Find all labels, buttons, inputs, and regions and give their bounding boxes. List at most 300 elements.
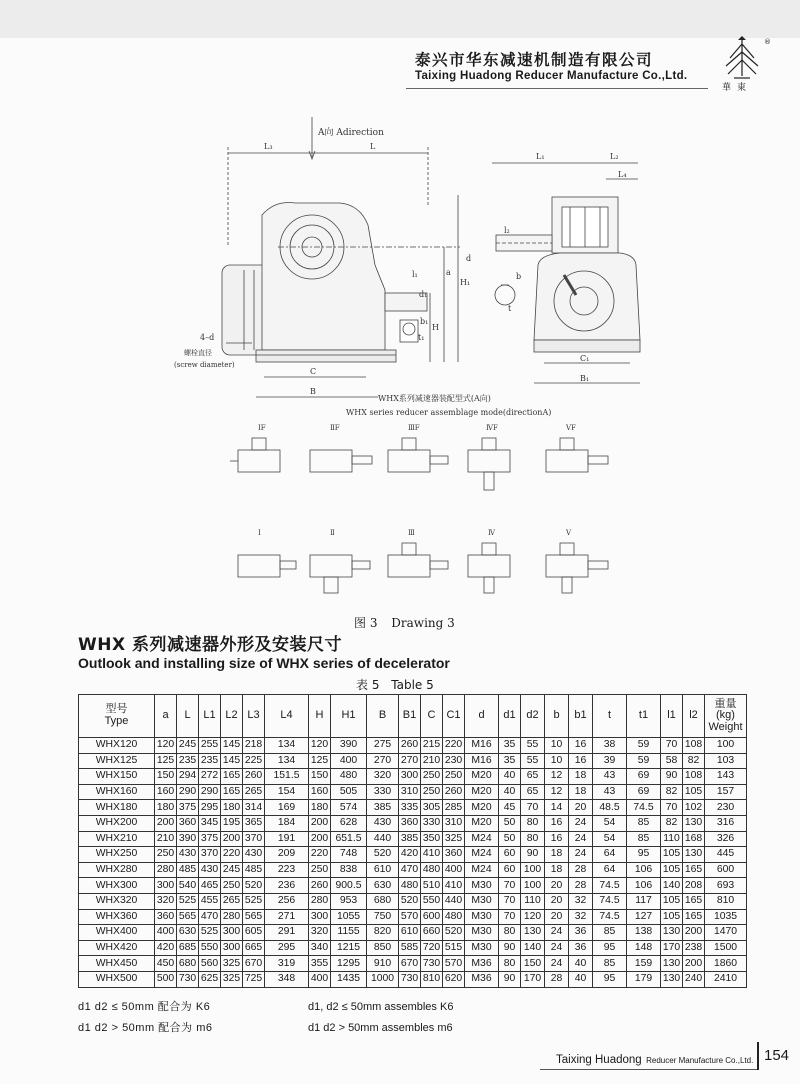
value-cell: 750 (367, 909, 399, 925)
column-header (265, 695, 309, 738)
reducer-drawing (160, 115, 670, 615)
column-header (177, 695, 199, 738)
top-band (0, 0, 800, 38)
value-cell: 65 (521, 769, 545, 785)
value-cell: 465 (199, 878, 221, 894)
value-cell: 280 (309, 893, 331, 909)
type-cell: WHX280 (79, 862, 155, 878)
value-cell: 165 (683, 862, 705, 878)
value-cell: 335 (399, 800, 421, 816)
value-cell: 60 (499, 847, 521, 863)
value-cell: 130 (661, 971, 683, 987)
note-cn: d1 d2 > 50mm 配合为 m6 (78, 1022, 213, 1034)
value-cell: 651.5 (331, 831, 367, 847)
value-cell: 275 (367, 738, 399, 754)
value-cell: 330 (367, 784, 399, 800)
header-rule (406, 88, 708, 89)
mode-label: Ⅴ (566, 529, 572, 537)
value-cell: 325 (443, 831, 465, 847)
value-cell: 16 (569, 753, 593, 769)
value-cell: 525 (177, 893, 199, 909)
value-cell: 59 (627, 738, 661, 754)
table-row (79, 847, 747, 863)
value-cell: 28 (569, 878, 593, 894)
value-cell: 74.5 (593, 878, 627, 894)
value-cell: 225 (243, 753, 265, 769)
value-cell: 620 (443, 971, 465, 987)
value-cell: 560 (199, 956, 221, 972)
table-row (79, 800, 747, 816)
value-cell: 520 (243, 878, 265, 894)
value-cell: 70 (499, 878, 521, 894)
mode-label: Ⅳ (488, 529, 495, 537)
value-cell: 680 (177, 956, 199, 972)
column-header-en: l1 (667, 709, 676, 722)
type-cell: WHX450 (79, 956, 155, 972)
value-cell: 270 (367, 753, 399, 769)
dimension-table (78, 694, 747, 988)
table-row (79, 784, 747, 800)
value-cell: 70 (521, 800, 545, 816)
logo-text: 華東 (722, 83, 753, 93)
column-header-cn: 型号 (105, 703, 128, 716)
table-row (79, 831, 747, 847)
value-cell: 440 (367, 831, 399, 847)
value-cell: 265 (243, 784, 265, 800)
value-cell: 285 (443, 800, 465, 816)
value-cell: 18 (569, 784, 593, 800)
value-cell: 195 (221, 815, 243, 831)
column-header-en: C1 (446, 709, 461, 722)
value-cell: 660 (421, 925, 443, 941)
value-cell: 28 (569, 862, 593, 878)
column-header (569, 695, 593, 738)
value-cell: 360 (443, 847, 465, 863)
value-cell: 440 (443, 893, 465, 909)
value-cell: 39 (593, 753, 627, 769)
type-cell: WHX320 (79, 893, 155, 909)
value-cell: 16 (545, 831, 569, 847)
value-cell: M20 (465, 800, 499, 816)
registered-mark: ® (764, 38, 771, 46)
company-name-cn: 泰兴市华东减速机制造有限公司 (415, 51, 654, 69)
value-cell: 480 (443, 909, 465, 925)
dim-l2-small: l₂ (504, 226, 510, 235)
column-header (79, 695, 155, 738)
column-header-en: b (553, 709, 560, 722)
value-cell: 250 (155, 847, 177, 863)
value-cell: 520 (399, 893, 421, 909)
value-cell: 110 (661, 831, 683, 847)
mode-label: ⅢF (408, 424, 420, 432)
value-cell: 238 (683, 940, 705, 956)
value-cell: 260 (443, 784, 465, 800)
column-header-en: b1 (574, 709, 587, 722)
column-header-en: L2 (225, 709, 238, 722)
value-cell: 370 (243, 831, 265, 847)
value-cell: 430 (243, 847, 265, 863)
value-cell: 108 (683, 738, 705, 754)
value-cell: 540 (177, 878, 199, 894)
value-cell: 525 (199, 925, 221, 941)
value-cell: 280 (221, 909, 243, 925)
mode-row (238, 529, 608, 593)
value-cell: 16 (545, 815, 569, 831)
column-header-en: a (162, 709, 169, 722)
value-cell: 240 (683, 971, 705, 987)
value-cell: 215 (421, 738, 443, 754)
dim-b: B (310, 387, 316, 396)
value-cell: 820 (367, 925, 399, 941)
value-cell: 54 (593, 831, 627, 847)
type-cell: WHX200 (79, 815, 155, 831)
value-cell: 108 (683, 769, 705, 785)
table-row (79, 909, 747, 925)
value-cell: 910 (367, 956, 399, 972)
value-cell: 250 (309, 862, 331, 878)
value-cell: 420 (155, 940, 177, 956)
value-cell: 180 (221, 800, 243, 816)
note-en: d1 d2 > 50mm assembles m6 (308, 1022, 453, 1034)
a-direction-label: A向 Adirection (318, 128, 384, 138)
column-header-en: L4 (280, 709, 293, 722)
value-cell: 290 (199, 784, 221, 800)
value-cell: 140 (521, 940, 545, 956)
column-header (331, 695, 367, 738)
value-cell: 159 (627, 956, 661, 972)
value-cell: 480 (331, 769, 367, 785)
column-header-en: d1 (503, 709, 516, 722)
footer-divider (757, 1042, 759, 1070)
dim-a: a (446, 268, 451, 277)
value-cell: 69 (627, 784, 661, 800)
value-cell: 145 (221, 753, 243, 769)
type-cell: WHX210 (79, 831, 155, 847)
column-header (593, 695, 627, 738)
value-cell: 200 (309, 831, 331, 847)
note-en: d1, d2 ≤ 50mm assembles K6 (308, 1001, 454, 1013)
screw-diameter-cn: 螺栓直径 (184, 349, 212, 357)
value-cell: 58 (661, 753, 683, 769)
value-cell: 24 (569, 831, 593, 847)
value-cell: 32 (569, 909, 593, 925)
value-cell: 570 (443, 956, 465, 972)
value-cell: 900.5 (331, 878, 367, 894)
value-cell: 64 (593, 847, 627, 863)
value-cell: 1000 (367, 971, 399, 987)
value-cell: 43 (593, 784, 627, 800)
value-cell: 470 (199, 909, 221, 925)
value-cell: 2410 (705, 971, 747, 987)
value-cell: M16 (465, 753, 499, 769)
value-cell: 525 (243, 893, 265, 909)
value-cell: 270 (399, 753, 421, 769)
value-cell: 480 (399, 878, 421, 894)
dim-b1-side: B₁ (580, 374, 590, 383)
value-cell: 565 (243, 909, 265, 925)
value-cell: 208 (683, 878, 705, 894)
value-cell: 310 (443, 815, 465, 831)
value-cell: 140 (661, 878, 683, 894)
value-cell: 200 (309, 815, 331, 831)
value-cell: 326 (705, 831, 747, 847)
value-cell: 400 (155, 925, 177, 941)
value-cell: 70 (499, 909, 521, 925)
value-cell: 210 (421, 753, 443, 769)
value-cell: 160 (155, 784, 177, 800)
column-header (661, 695, 683, 738)
value-cell: 169 (265, 800, 309, 816)
value-cell: 36 (569, 940, 593, 956)
value-cell: 80 (499, 956, 521, 972)
column-header-en: H (315, 709, 324, 722)
dim-d1-front: d₁ (419, 290, 428, 299)
value-cell: 184 (265, 815, 309, 831)
value-cell: 200 (683, 956, 705, 972)
mode-label: Ⅰ (258, 529, 261, 537)
value-cell: 310 (399, 784, 421, 800)
value-cell: 455 (199, 893, 221, 909)
value-cell: 90 (499, 940, 521, 956)
note-cn: d1 d2 ≤ 50mm 配合为 K6 (78, 1001, 211, 1013)
value-cell: 314 (243, 800, 265, 816)
value-cell: 18 (569, 769, 593, 785)
value-cell: 693 (705, 878, 747, 894)
column-header (521, 695, 545, 738)
table-row (79, 769, 747, 785)
column-header-en: L1 (203, 709, 216, 722)
value-cell: 70 (661, 738, 683, 754)
value-cell: 82 (661, 784, 683, 800)
value-cell: 14 (545, 800, 569, 816)
value-cell: 730 (399, 971, 421, 987)
column-header (309, 695, 331, 738)
value-cell: 250 (221, 878, 243, 894)
column-header (499, 695, 521, 738)
value-cell: 179 (627, 971, 661, 987)
value-cell: 130 (521, 925, 545, 941)
value-cell: 35 (499, 753, 521, 769)
value-cell: 65 (521, 784, 545, 800)
value-cell: 20 (545, 878, 569, 894)
value-cell: 32 (569, 893, 593, 909)
value-cell: 24 (569, 847, 593, 863)
value-cell: M20 (465, 815, 499, 831)
column-header (683, 695, 705, 738)
value-cell: 420 (399, 847, 421, 863)
mode-label: ⅣF (486, 424, 498, 432)
value-cell: 320 (309, 925, 331, 941)
value-cell: 271 (265, 909, 309, 925)
value-cell: 40 (499, 784, 521, 800)
column-header-en: d2 (526, 709, 539, 722)
value-cell: 1500 (705, 940, 747, 956)
value-cell: 24 (545, 940, 569, 956)
value-cell: 550 (421, 893, 443, 909)
value-cell: 130 (683, 815, 705, 831)
footer-rule (540, 1069, 757, 1070)
column-header (627, 695, 661, 738)
value-cell: 510 (421, 878, 443, 894)
value-cell: 165 (683, 909, 705, 925)
footer-brand: Taixing Huadong (556, 1054, 642, 1066)
value-cell: 430 (199, 862, 221, 878)
column-header (545, 695, 569, 738)
value-cell: 74.5 (627, 800, 661, 816)
value-cell: 250 (421, 769, 443, 785)
value-cell: 265 (221, 893, 243, 909)
mode-row-f (230, 424, 608, 490)
value-cell: 12 (545, 769, 569, 785)
note-row (78, 1018, 453, 1039)
value-cell: 272 (199, 769, 221, 785)
value-cell: 143 (705, 769, 747, 785)
table-row (79, 815, 747, 831)
value-cell: 316 (705, 815, 747, 831)
value-cell: 260 (243, 769, 265, 785)
value-cell: 953 (331, 893, 367, 909)
mode-label: ⅠF (258, 424, 266, 432)
value-cell: 95 (627, 847, 661, 863)
value-cell: M36 (465, 971, 499, 987)
column-header-unit: (kg) (716, 709, 735, 722)
value-cell: 610 (367, 862, 399, 878)
value-cell: 325 (221, 971, 243, 987)
value-cell: 245 (177, 738, 199, 754)
value-cell: 605 (243, 925, 265, 941)
value-cell: 125 (155, 753, 177, 769)
value-cell: 40 (569, 956, 593, 972)
column-header (399, 695, 421, 738)
value-cell: 24 (545, 956, 569, 972)
value-cell: 134 (265, 753, 309, 769)
column-header-en: C (427, 709, 436, 722)
table-row (79, 925, 747, 941)
value-cell: 100 (705, 738, 747, 754)
value-cell: 59 (627, 753, 661, 769)
figure-caption (354, 614, 465, 631)
dim-l1-side: L₁ (536, 152, 545, 161)
column-header-cn: 重量 (714, 697, 737, 710)
value-cell: M36 (465, 956, 499, 972)
value-cell: 485 (177, 862, 199, 878)
value-cell: M30 (465, 940, 499, 956)
value-cell: 280 (155, 862, 177, 878)
type-cell: WHX420 (79, 940, 155, 956)
value-cell: 103 (705, 753, 747, 769)
table-row (79, 738, 747, 754)
value-cell: 680 (367, 893, 399, 909)
value-cell: 80 (521, 815, 545, 831)
value-cell: 1035 (705, 909, 747, 925)
value-cell: 235 (177, 753, 199, 769)
value-cell: 385 (399, 831, 421, 847)
value-cell: 50 (499, 815, 521, 831)
fit-notes (78, 997, 453, 1039)
value-cell: 300 (221, 925, 243, 941)
column-header-en: t (607, 709, 612, 722)
value-cell: 1215 (331, 940, 367, 956)
column-header (367, 695, 399, 738)
value-cell: 294 (177, 769, 199, 785)
table-label-en: Table 5 (391, 678, 434, 692)
value-cell: 165 (683, 893, 705, 909)
value-cell: 290 (177, 784, 199, 800)
table-label (356, 676, 442, 693)
value-cell: 520 (367, 847, 399, 863)
value-cell: 150 (155, 769, 177, 785)
value-cell: 24 (569, 815, 593, 831)
value-cell: 60 (499, 862, 521, 878)
table-row (79, 878, 747, 894)
mode-label: Ⅲ (408, 529, 415, 537)
value-cell: 43 (593, 769, 627, 785)
value-cell: 574 (331, 800, 367, 816)
column-header-en: Type (104, 715, 129, 727)
value-cell: 180 (309, 800, 331, 816)
value-cell: 220 (443, 738, 465, 754)
value-cell: 360 (399, 815, 421, 831)
value-cell: 410 (421, 847, 443, 863)
dim-l3: L₃ (264, 142, 273, 151)
value-cell: 200 (221, 831, 243, 847)
value-cell: 850 (367, 940, 399, 956)
column-header (199, 695, 221, 738)
value-cell: 24 (545, 925, 569, 941)
value-cell: 218 (243, 738, 265, 754)
value-cell: 85 (627, 831, 661, 847)
value-cell: 90 (499, 971, 521, 987)
value-cell: 55 (521, 738, 545, 754)
value-cell: 45 (499, 800, 521, 816)
column-header (421, 695, 443, 738)
value-cell: 1860 (705, 956, 747, 972)
value-cell: 150 (521, 956, 545, 972)
value-cell: 151.5 (265, 769, 309, 785)
value-cell: 340 (309, 940, 331, 956)
value-cell: 168 (683, 831, 705, 847)
value-cell: 95 (593, 940, 627, 956)
column-header-en: Weight (708, 720, 743, 733)
value-cell: 90 (521, 847, 545, 863)
value-cell: 145 (221, 738, 243, 754)
value-cell: 730 (177, 971, 199, 987)
value-cell: M30 (465, 878, 499, 894)
value-cell: 400 (443, 862, 465, 878)
value-cell: 725 (243, 971, 265, 987)
value-cell: 305 (421, 800, 443, 816)
value-cell: M30 (465, 925, 499, 941)
value-cell: 10 (545, 738, 569, 754)
value-cell: 100 (521, 878, 545, 894)
value-cell: 18 (545, 847, 569, 863)
column-header (443, 695, 465, 738)
value-cell: 480 (421, 862, 443, 878)
value-cell: 110 (521, 893, 545, 909)
value-cell: 255 (199, 738, 221, 754)
value-cell: 300 (309, 909, 331, 925)
value-cell: 20 (569, 800, 593, 816)
value-cell: 220 (309, 847, 331, 863)
value-cell: 570 (399, 909, 421, 925)
column-header-en: L (184, 709, 191, 722)
value-cell: 665 (243, 940, 265, 956)
value-cell: 400 (309, 971, 331, 987)
value-cell: 220 (221, 847, 243, 863)
value-cell: 670 (399, 956, 421, 972)
value-cell: 90 (661, 769, 683, 785)
value-cell: 95 (593, 971, 627, 987)
